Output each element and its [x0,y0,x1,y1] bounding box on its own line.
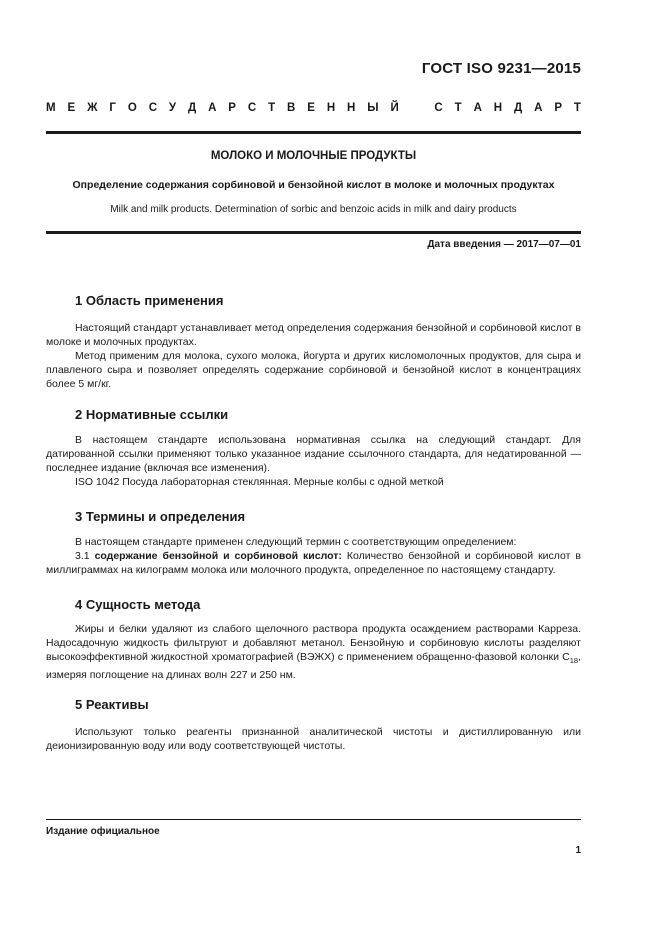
standard-type-letter: А [208,102,217,114]
term-number: 3.1 [75,550,90,562]
paragraph: Используют только реагенты признанной аналитической чистоты и дистиллированную или деионизированную воду или воду соответствующей чистоты. [46,726,581,752]
standard-type-letter: Е [307,102,315,114]
subscript: 18 [569,656,579,665]
standard-type-letter: Т [268,102,276,114]
standard-type-letter: Й [390,102,399,114]
footer-rule [46,819,581,820]
standard-type-letter: Д [514,102,523,114]
standard-type-letter: М [46,102,56,114]
standard-type-heading [46,102,581,114]
standard-type-letter: В [287,102,296,114]
term-text: Количество бензойной и сорбиновой кислот в миллиграммах на килограмм молока или молочного продукта, определенное по настоящему стандарту. [46,550,581,576]
paragraph: В настоящем стандарте использована нормативная ссылка на следующий стандарт. Для датированной ссылки применяют только указанное издание ссылочного стандарта, для недатированной — последнее издание (включая все изменения). [46,434,581,474]
edition-note: Издание официальное [46,826,160,837]
standard-title-english: Milk and milk products. Determination of sorbic and benzoic acids in milk and dairy products [110,204,517,215]
section-heading-scope: 1 Область применения [75,293,224,308]
title-rule [46,231,581,234]
standard-type-letter: Ж [87,102,98,114]
standard-type-letter: У [168,102,177,114]
standard-type-letter: Д [187,102,197,114]
term-definition [46,549,581,577]
section-heading-normative-references: 2 Нормативные ссылки [75,407,229,422]
introduction-date: Дата введения — 2017—07—01 [427,239,581,250]
standard-type-letter: Н [326,102,336,114]
standard-type-letter: Н [347,102,356,114]
standard-type-letter: С [247,102,257,114]
standard-type-letter: С [434,102,443,114]
standard-type-letter: А [473,102,482,114]
paragraph: В настоящем стандарте применен следующий термин с соответствующим определением: [75,536,517,548]
standard-subtitle: Определение содержания сорбиновой и бензойной кислот в молоке и молочных продуктах [72,179,555,191]
term-name: содержание бензойной и сорбиновой кислот: [94,550,342,562]
section-heading-reagents: 5 Реактивы [75,697,149,712]
document-code: ГОСТ ISO 9231—2015 [421,60,581,77]
paragraph: Жиры и белки удаляют из слабого щелочного раствора продукта осаждением растворами Карреза. Надосадочную жидкость фильтруют и добавляют метанол. Бензойную и сорбиновую кислоты разделяют высокоэффективной жидкостной хроматографией (ВЭЖХ) с применением обращенно-фазовой колонки $С_{18}$, измеряя поглощение на длинах волн 227 и 250 нм. [46,623,581,681]
standard-type-letter: Е [67,102,76,114]
section-heading-principle: 4 Сущность метода [75,597,201,612]
standard-type-letter: А [534,102,543,114]
standard-title: МОЛОКО И МОЛОЧНЫЕ ПРОДУКТЫ [210,150,417,162]
standard-type-letter: Ы [367,102,379,114]
header-rule [46,131,581,134]
page-number: 1 [575,845,581,856]
standard-type-letter: Р [228,102,236,114]
standard-type-letter: Т [454,102,462,114]
standard-type-letter: О [127,102,137,114]
standard-type-letter: С [148,102,157,114]
standard-type-letter: Н [493,102,503,114]
section-heading-terms: 3 Термины и определения [75,509,246,524]
standard-type-letter: Г [109,102,116,114]
standard-type-letter: Т [573,102,581,114]
paragraph: Настоящий стандарт устанавливает метод определения содержания бензойной и сорбиновой кислот в молоке и молочных продуктах. [46,322,581,348]
reference-item: ISO 1042 Посуда лабораторная стеклянная. Мерные колбы с одной меткой [75,476,444,488]
standard-type-letter: Р [554,102,563,114]
paragraph: Метод применим для молока, сухого молока, йогурта и других кисломолочных продуктов, для сыра и плавленого сыра и позволяет определять содержание сорбиновой и бензойной кислот в концентрациях более 5 мг/кг. [46,350,581,390]
